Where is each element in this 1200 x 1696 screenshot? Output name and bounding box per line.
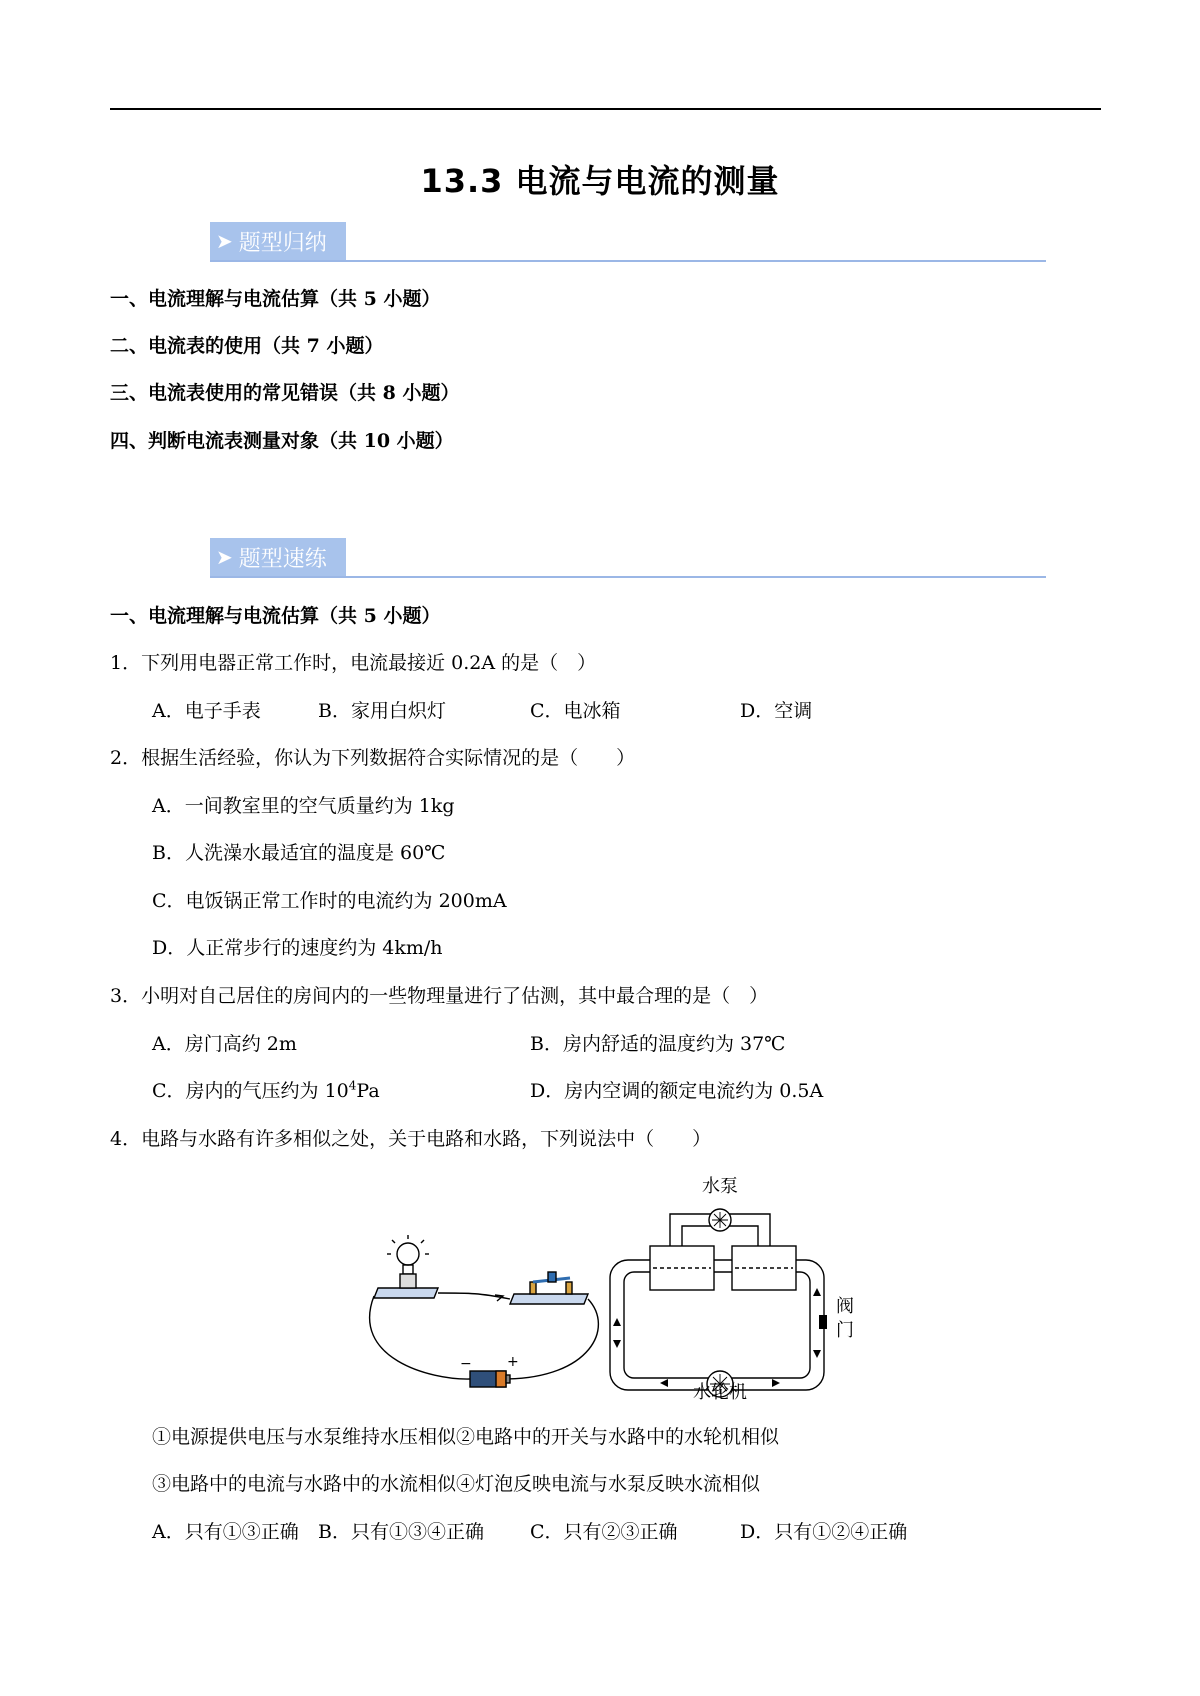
battery-icon [470, 1371, 510, 1387]
question-3-option-c-text: C．房内的气压约为 10 [152, 1080, 349, 1102]
question-4-stem: 4．电路与水路有许多相似之处，关于电路和水路，下列说法中（ ） [110, 1128, 712, 1150]
question-1-option-b[interactable]: B．家用白炽灯 [318, 700, 446, 722]
question-4-statement-2: ③电路中的电流与水路中的水流相似④灯泡反映电流与水泵反映水流相似 [152, 1473, 761, 1495]
question-3-option-b[interactable]: B．房内舒适的温度约为 37℃ [530, 1033, 786, 1055]
bulb-base [374, 1288, 438, 1298]
banner-summary-label: 题型归纳 [238, 230, 327, 256]
question-3-option-a[interactable]: A．房门高约 2m [152, 1033, 297, 1055]
question-2-option-b[interactable]: B．人洗澡水最适宜的温度是 60℃ [152, 842, 446, 864]
question-4-statement-1: ①电源提供电压与水泵维持水压相似②电路中的开关与水路中的水轮机相似 [152, 1426, 780, 1448]
water-circuit [610, 1214, 824, 1390]
question-4-option-a[interactable]: A．只有①③正确 [152, 1521, 299, 1543]
question-2-option-c[interactable]: C．电饭锅正常工作时的电流约为 200mA [152, 890, 507, 912]
question-1-option-d[interactable]: D．空调 [740, 700, 813, 722]
page-title: 13.3 电流与电流的测量 [420, 162, 780, 200]
question-1-stem: 1．下列用电器正常工作时，电流最接近 0.2A 的是（ ） [110, 652, 597, 674]
header-rule [110, 108, 1101, 110]
question-2-option-a[interactable]: A．一间教室里的空气质量约为 1kg [152, 795, 455, 817]
pump-icon [709, 1209, 731, 1231]
question-3-option-d[interactable]: D．房内空调的额定电流约为 0.5A [530, 1080, 824, 1102]
banner-practice-underline [210, 576, 1046, 578]
turbine-label: 水轮机 [693, 1382, 747, 1403]
banner-summary-underline [210, 260, 1046, 262]
question-3-option-c-exponent: 4 [348, 1078, 357, 1093]
banner-practice-label: 题型速练 [238, 546, 327, 572]
electric-circuit [370, 1235, 599, 1387]
banner-summary [210, 222, 1046, 262]
banner-practice-tag [210, 538, 346, 576]
question-1-option-a[interactable]: A．电子手表 [152, 700, 261, 722]
question-1-option-c[interactable]: C．电冰箱 [530, 700, 621, 722]
question-3-option-c[interactable] [152, 1076, 380, 1103]
light-bulb-icon [387, 1235, 429, 1288]
question-2-option-d[interactable]: D．人正常步行的速度约为 4km/h [152, 937, 443, 959]
circuit-waterway-figure [370, 1168, 854, 1404]
question-2-stem: 2．根据生活经验，你认为下列数据符合实际情况的是（ ） [110, 747, 636, 769]
valve-label-2: 门 [836, 1320, 854, 1341]
pump-label: 水泵 [702, 1176, 738, 1197]
question-4-option-b[interactable]: B．只有①③④正确 [318, 1521, 484, 1543]
banner-practice [210, 538, 1046, 578]
summary-item-4[interactable]: 四、判断电流表测量对象（共 10 小题） [110, 430, 454, 452]
knife-switch-icon [530, 1272, 572, 1294]
question-4-option-d[interactable]: D．只有①②④正确 [740, 1521, 908, 1543]
valve-label-1: 阀 [836, 1296, 854, 1317]
summary-item-3[interactable]: 三、电流表使用的常见错误（共 8 小题） [110, 382, 460, 404]
summary-item-2[interactable]: 二、电流表的使用（共 7 小题） [110, 335, 384, 357]
question-4-option-c[interactable]: C．只有②③正确 [530, 1521, 678, 1543]
question-3-stem: 3．小明对自己居住的房间内的一些物理量进行了估测，其中最合理的是（ ） [110, 985, 769, 1007]
summary-item-1[interactable]: 一、电流理解与电流估算（共 5 小题） [110, 288, 441, 310]
group-heading-1: 一、电流理解与电流估算（共 5 小题） [110, 605, 441, 627]
arrow-right-icon: ➤ [216, 229, 233, 253]
arrow-right-icon: ➤ [216, 545, 233, 569]
valve-icon [819, 1315, 827, 1329]
banner-summary-tag [210, 222, 346, 260]
battery-minus-label: − [460, 1356, 472, 1372]
question-3-option-c-unit: Pa [356, 1080, 380, 1102]
switch-base [510, 1294, 588, 1304]
battery-plus-label: + [507, 1354, 519, 1370]
